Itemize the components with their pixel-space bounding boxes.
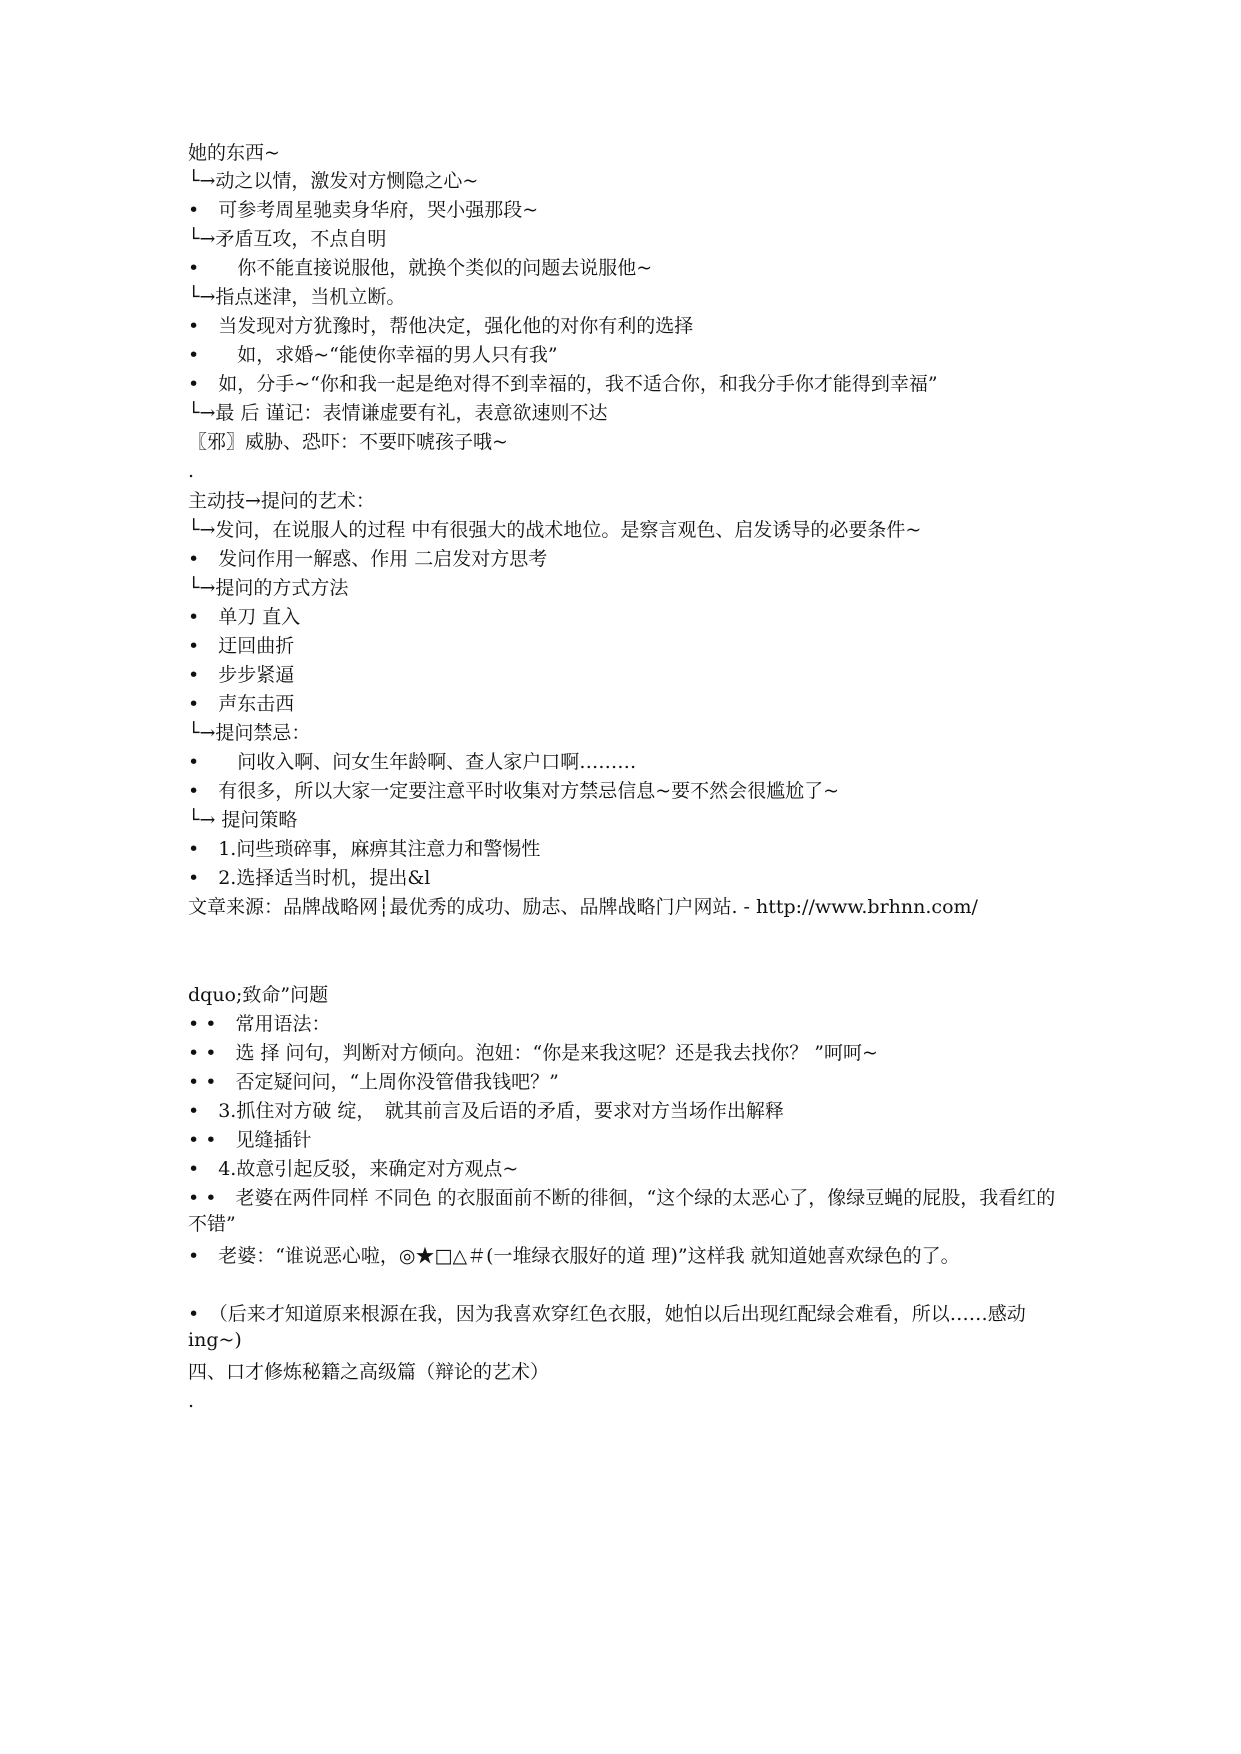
bullet-item: • 单刀 直入 [188, 606, 301, 628]
bullet-item: • 步步紧逼 [188, 664, 295, 686]
section-heading: 四、口才修炼秘籍之高级篇（辩论的艺术） [188, 1361, 550, 1383]
bullet-item: • • 老婆在两件同样 不同色 的衣服面前不断的徘徊，“这个绿的太恶心了，像绿豆蝇的屁股，我看红的不错” [188, 1187, 1056, 1235]
bullet-item: • 2.选择适当时机，提出&l [188, 867, 431, 889]
separator-dot: . [188, 460, 195, 482]
bullet-item: • • 选 择 问句，判断对方倾向。泡妞：“你是来我这呢？还是我去找你？ ”呵呵~ [188, 1042, 878, 1064]
bullet-item: • 迂回曲折 [188, 635, 295, 657]
bullet-item: • • 否定疑问问，“上周你没管借我钱吧？” [188, 1071, 559, 1093]
bullet-item: • 老婆：“谁说恶心啦，◎★□△＃(一堆绿衣服好的道 理)”这样我 就知道她喜欢绿色的了。 [188, 1245, 960, 1267]
bullet-item: • 问收入啊、问女生年龄啊、查人家户口啊……… [188, 751, 637, 773]
text-line: dquo;致命”问题 [188, 984, 329, 1006]
bullet-item: • 3.抓住对方破 绽， 就其前言及后语的矛盾，要求对方当场作出解释 [188, 1100, 784, 1122]
sub-heading: └→最 后 谨记：表情谦虚要有礼，表意欲速则不达 [188, 402, 608, 424]
sub-heading: └→提问的方式方法 [188, 577, 349, 599]
bullet-item: • 声东击西 [188, 693, 295, 715]
bullet-item: • 发问作用一解惑、作用 二启发对方思考 [188, 548, 548, 570]
sub-heading: └→矛盾互攻，不点自明 [188, 228, 387, 250]
text-line: 她的东西~ [188, 142, 280, 164]
sub-heading: └→动之以情，激发对方恻隐之心~ [188, 170, 479, 192]
bullet-item: • 你不能直接说服他，就换个类似的问题去说服他~ [188, 257, 653, 279]
bullet-item: • 有很多，所以大家一定要注意平时收集对方禁忌信息~要不然会很尴尬了~ [188, 780, 840, 802]
bullet-item: • • 见缝插针 [188, 1129, 312, 1151]
bullet-item: • 4.故意引起反驳，来确定对方观点~ [188, 1158, 519, 1180]
bullet-item: • 1.问些琐碎事，麻痹其注意力和警惕性 [188, 838, 541, 860]
section-heading: 主动技→提问的艺术： [188, 490, 375, 512]
source-line: 文章来源：品牌战略网┆最优秀的成功、励志、品牌战略门户网站. - http://www.brhnn.com/ [188, 896, 978, 918]
sub-heading: └→发问，在说服人的过程 中有很强大的战术地位。是察言观色、启发诱导的必要条件~ [188, 519, 922, 541]
sub-heading: └→指点迷津，当机立断。 [188, 286, 406, 308]
bullet-item: • 如，分手~“你和我一起是绝对得不到幸福的，我不适合你，和我分手你才能得到幸福” [188, 373, 938, 395]
bullet-item: • • 常用语法： [188, 1013, 331, 1035]
bullet-item: • 如，求婚~“能使你幸福的男人只有我” [188, 344, 558, 366]
text-line: 〖邪〗威胁、恐吓：不要吓唬孩子哦~ [188, 431, 508, 453]
separator-dot: . [188, 1390, 195, 1412]
bullet-item: • （后来才知道原来根源在我，因为我喜欢穿红色衣服，她怕以后出现红配绿会难看，所以……感动 ing~) [188, 1303, 1026, 1351]
sub-heading: └→ 提问策略 [188, 809, 298, 831]
sub-heading: └→提问禁忌： [188, 722, 311, 744]
bullet-item: • 可参考周星驰卖身华府，哭小强那段~ [188, 199, 539, 221]
bullet-item: • 当发现对方犹豫时，帮他决定，强化他的对你有利的选择 [188, 315, 694, 337]
